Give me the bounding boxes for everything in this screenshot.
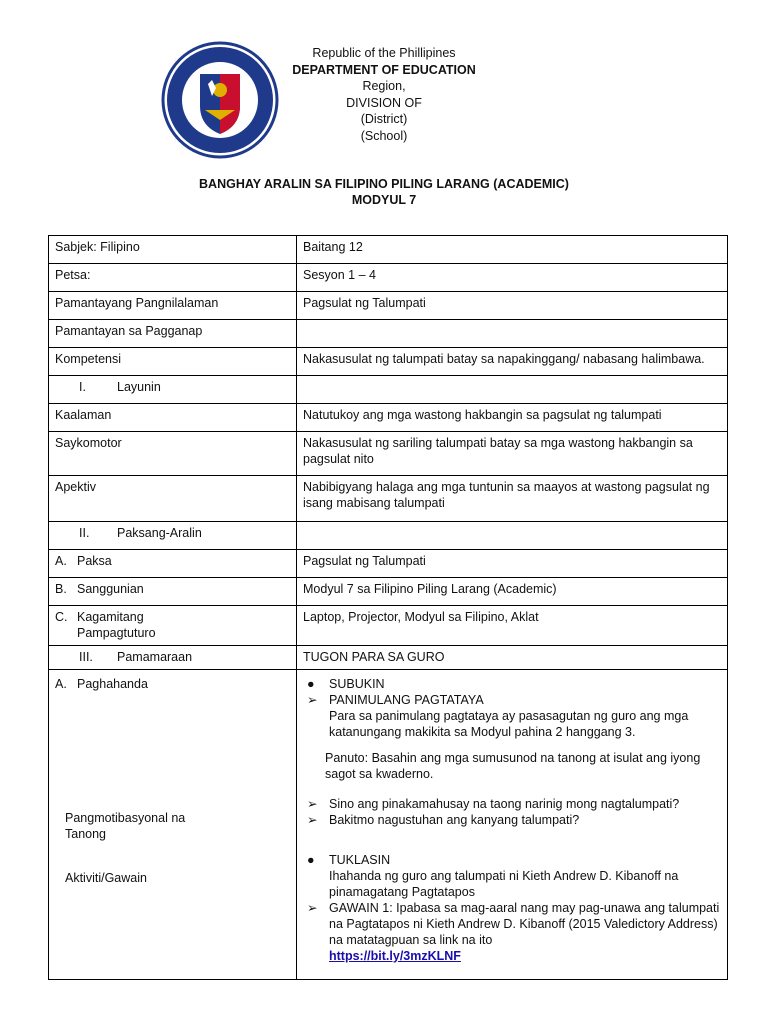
panimula-text: Para sa panimulang pagtataya ay pasasagutan ng guro ang mga katanungang makikita sa Modyul pahina 2 hanggang 3. (329, 709, 689, 739)
panimula-heading: PANIMULANG PAGTATAYA (329, 693, 484, 707)
subject-matter-label (49, 522, 297, 550)
list-item (303, 676, 721, 692)
table-row (49, 606, 728, 646)
question-2: Bakitmo nagustuhan ang kanyang talumpati? (329, 813, 580, 827)
bullet-icon: ● (307, 677, 315, 691)
table-row (49, 348, 728, 376)
gawain-text: GAWAIN 1: Ipabasa sa mag-aaral nang may pag-unawa ang talumpati na Pagtatapos ni Kieth Andrew D. Kibanoff (2015 Valedictory Address) na matatagpuan sa link na ito (329, 901, 720, 947)
subject-cell: Sabjek: Filipino (49, 236, 297, 264)
document-header (0, 45, 768, 144)
content-standard-value: Pagsulat ng Talumpati (297, 292, 728, 320)
session-cell: Sesyon 1 – 4 (297, 264, 728, 292)
lesson-plan-table (48, 235, 728, 980)
reference-label (49, 578, 297, 606)
procedure-text: Pamamaraan (117, 650, 193, 664)
table-row (49, 376, 728, 404)
date-cell: Petsa: (49, 264, 297, 292)
materials-label (49, 606, 297, 646)
preparation-label (55, 676, 290, 692)
performance-standard-label: Pamantayan sa Pagganap (49, 320, 297, 348)
reference-text: Sanggunian (77, 582, 144, 596)
header-school: (School) (360, 128, 408, 143)
psychomotor-value: Nakasusulat ng sariling talumpati batay sa mga wastong hakbangin sa pagsulat nito (297, 432, 728, 476)
subject-matter-number: II. (79, 526, 90, 540)
affective-label: Apektiv (49, 476, 297, 522)
subject-matter-text: Paksang-Aralin (117, 526, 202, 540)
procedure-number: III. (79, 650, 93, 664)
arrow-bullet-icon: ➢ (307, 901, 318, 915)
materials-value: Laptop, Projector, Modyul sa Filipino, Aklat (297, 606, 728, 646)
topic-letter: A. (55, 554, 67, 568)
subject-matter-value (297, 522, 728, 550)
table-row (49, 292, 728, 320)
table-row (49, 550, 728, 578)
panuto-text: Panuto: Basahin ang mga sumusunod na tanong at isulat ang iyong sagot sa kwaderno. (325, 751, 701, 781)
knowledge-value: Natutukoy ang mga wastong hakbangin sa pagsulat ng talumpati (297, 404, 728, 432)
table-row (49, 646, 728, 670)
activity-label: Aktiviti/Gawain (65, 871, 147, 885)
topic-text: Paksa (77, 554, 112, 568)
knowledge-label: Kaalaman (49, 404, 297, 432)
arrow-bullet-icon: ➢ (307, 693, 318, 707)
materials-letter: C. (55, 610, 68, 624)
preparation-text: Paghahanda (77, 677, 148, 691)
header-department: DEPARTMENT OF EDUCATION (292, 62, 476, 77)
list-item (303, 692, 721, 708)
motivational-question-label: Pangmotibasyonal na Tanong (65, 811, 186, 841)
content-standard-label: Pamantayang Pangnilalaman (49, 292, 297, 320)
psychomotor-label: Saykomotor (49, 432, 297, 476)
table-row (49, 522, 728, 550)
affective-value: Nabibigyang halaga ang mga tuntunin sa maayos at wastong pagsulat ng isang mabisang talumpati (297, 476, 728, 522)
preparation-content (297, 670, 728, 980)
table-row (49, 236, 728, 264)
performance-standard-value (297, 320, 728, 348)
list-item (303, 812, 721, 828)
title-line-2: MODYUL 7 (351, 193, 417, 207)
question-1: Sino ang pinakamahusay na taong narinig mong nagtalumpati? (329, 797, 680, 811)
tuklasin-text: Ihahanda ng guro ang talumpati ni Kieth Andrew D. Kibanoff na pinamagatang Pagtatapos (329, 869, 679, 899)
list-item (303, 852, 721, 868)
objectives-number: I. (79, 380, 86, 394)
procedure-value: TUGON PARA SA GURO (297, 646, 728, 670)
reference-letter: B. (55, 582, 67, 596)
objectives-value (297, 376, 728, 404)
title-line-1: BANGHAY ARALIN SA FILIPINO PILING LARANG (ACADEMIC) (199, 177, 569, 191)
module-link[interactable]: https://bit.ly/3mzKLNF (329, 949, 461, 963)
table-row (49, 264, 728, 292)
table-row (49, 432, 728, 476)
reference-value: Modyul 7 sa Filipino Piling Larang (Academic) (297, 578, 728, 606)
objectives-text: Layunin (117, 380, 161, 394)
tuklasin-heading: TUKLASIN (329, 853, 391, 867)
arrow-bullet-icon: ➢ (307, 813, 318, 827)
bullet-icon: ● (307, 853, 315, 867)
preparation-letter: A. (55, 677, 67, 691)
topic-value: Pagsulat ng Talumpati (297, 550, 728, 578)
subukin-heading: SUBUKIN (329, 677, 385, 691)
table-row (49, 404, 728, 432)
table-row (49, 476, 728, 522)
grade-cell: Baitang 12 (297, 236, 728, 264)
header-division: DIVISION OF (346, 95, 422, 110)
competency-label: Kompetensi (49, 348, 297, 376)
document-title (0, 176, 768, 208)
objectives-label (49, 376, 297, 404)
materials-text: Kagamitang Pampagtuturo (77, 610, 156, 640)
header-region: Region, (362, 79, 406, 93)
table-row (49, 670, 728, 980)
header-republic: Republic of the Phillipines (312, 46, 456, 60)
header-district: (District) (360, 112, 408, 126)
competency-value: Nakasusulat ng talumpati batay sa napakinggang/ nabasang halimbawa. (297, 348, 728, 376)
preparation-cell (49, 670, 297, 980)
topic-label (49, 550, 297, 578)
arrow-bullet-icon: ➢ (307, 797, 318, 811)
list-item (303, 900, 721, 948)
list-item (303, 796, 721, 812)
link-line (303, 948, 721, 964)
table-row (49, 578, 728, 606)
procedure-label (49, 646, 297, 670)
table-row (49, 320, 728, 348)
